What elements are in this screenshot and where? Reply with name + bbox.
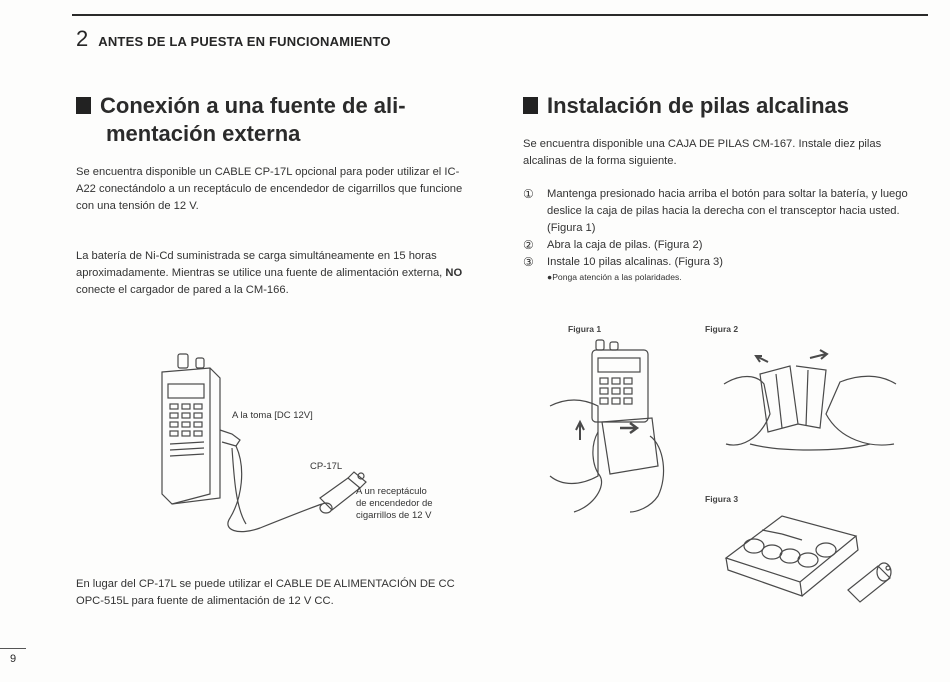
list-item [523,237,923,254]
label-lighter-line1: A un receptáculo [356,486,427,497]
list-item [523,186,923,237]
figure-2-label: Figura 2 [705,324,739,334]
chapter-number: 2 [76,26,89,51]
step-text: Mantenga presionado hacia arriba el botón para soltar la batería, y luego deslice la caja de pilas hacia la derecha con el transceptor hacia usted. (Figura 1) [547,188,908,234]
section-title-line2: mentación externa [106,121,301,146]
polarity-note: ●Ponga atención a las polaridades. [547,272,682,282]
list-item [523,254,923,271]
radio-cable-illustration [150,348,470,558]
section-title-right: Instalación de pilas alcalinas [547,93,850,118]
step-text: Abra la caja de pilas. (Figura 2) [547,239,703,251]
section-square-icon [76,97,91,114]
paragraph-battery-pre: La batería de Ni-Cd suministrada se carga simultáneamente en 15 horas aproximadamente. Mientras se utilice una fuente de alimentación externa, [76,250,446,279]
paragraph-battery-post: conecte el cargador de pared a la CM-166. [76,284,289,296]
figure-1-illustration [540,336,680,516]
label-lighter-socket [356,486,433,522]
page-number: 9 [0,648,26,665]
paragraph-cable-info: Se encuentra disponible un CABLE CP-17L opcional para poder utilizar el IC-A22 conectándolo a un receptáculo de encendedor de cigarrillos que funcione con una tensión de 12 V. [76,166,463,212]
installation-steps [523,186,923,283]
label-dc-socket: A la toma [DC 12V] [232,410,313,421]
paragraph-alternative-cable: En lugar del CP-17L se puede utilizar el CABLE DE ALIMENTACIÓN DE CC OPC-515L para fuente de alimentación de 12 V CC. [76,578,455,607]
paragraph-battery-charging [76,248,471,299]
top-rule [72,14,928,16]
chapter-header [76,26,391,52]
paragraph-battery-bold: NO [445,267,463,279]
figure-1-label: Figura 1 [568,324,602,334]
section-title-external-power [76,92,476,148]
figure-2-illustration [720,344,900,454]
step-number: ② [523,238,534,252]
step-number: ① [523,187,534,201]
paragraph-battery-case-intro: Se encuentra disponible una CAJA DE PILAS CM-167. Instale diez pilas alcalinas de la forma siguiente. [523,138,882,167]
section-square-icon [523,97,538,114]
step-text: Instale 10 pilas alcalinas. (Figura 3) [547,256,723,268]
section-title-line1: Conexión a una fuente de ali- [100,93,406,118]
label-cable-name: CP-17L [310,461,343,472]
label-lighter-line3: cigarrillos de 12 V [356,510,432,521]
figure-3-illustration [722,506,902,610]
chapter-title: ANTES DE LA PUESTA EN FUNCIONAMIENTO [98,34,391,49]
step-number: ③ [523,255,534,269]
section-title-alkaline-batteries [523,92,923,120]
figure-3-label: Figura 3 [705,494,739,504]
label-lighter-line2: de encendedor de [356,498,433,509]
